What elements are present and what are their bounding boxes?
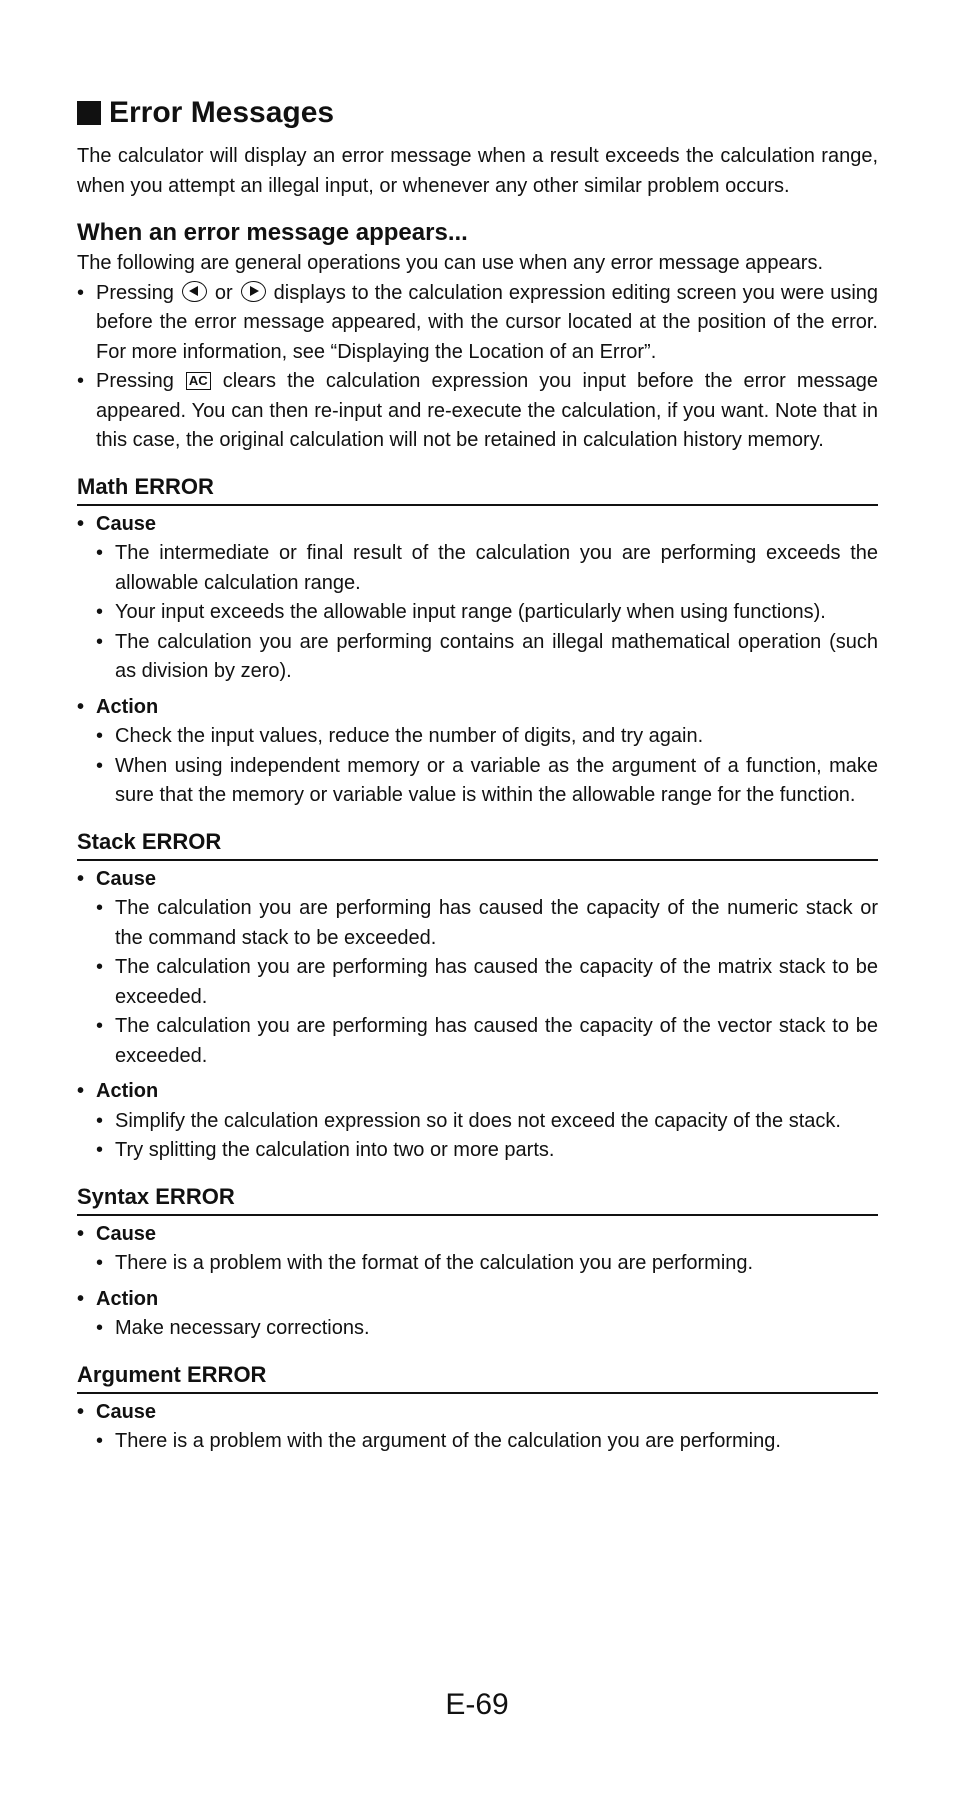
cause-group — [77, 1220, 878, 1279]
action-group — [77, 693, 878, 811]
cause-group — [77, 510, 878, 687]
list-item: • The calculation you are performing has caused the capacity of the numeric stack or the command stack to be exceeded. — [77, 894, 878, 953]
when-heading: When an error message appears... — [77, 219, 468, 246]
ac-key-icon: AC — [186, 372, 211, 390]
list-item: • There is a problem with the format of the calculation you are performing. — [77, 1249, 878, 1279]
when-paragraph: The following are general operations you can use when any error message appears. — [77, 252, 823, 274]
page-number: E-69 — [445, 1688, 509, 1721]
section-title: Stack ERROR — [77, 827, 878, 861]
cause-group — [77, 865, 878, 1072]
left-arrow-key-icon — [182, 281, 207, 302]
list-item: • Your input exceeds the allowable input range (particularly when using functions). — [77, 598, 878, 628]
list-item: • Make necessary corrections. — [77, 1314, 878, 1344]
cause-label: • Cause — [77, 1220, 878, 1250]
math-error-section — [77, 472, 878, 811]
action-group — [77, 1285, 878, 1344]
general-operations-list — [77, 279, 878, 456]
list-item: • Check the input values, reduce the number of digits, and try again. — [77, 722, 878, 752]
list-item: • Simplify the calculation expression so it does not exceed the capacity of the stack. — [77, 1107, 878, 1137]
stack-error-section — [77, 827, 878, 1166]
argument-error-section — [77, 1360, 878, 1457]
list-item: • The intermediate or final result of the calculation you are performing exceeds the allowable calculation range. — [77, 539, 878, 598]
list-item: • Try splitting the calculation into two or more parts. — [77, 1136, 878, 1166]
action-label: • Action — [77, 1077, 878, 1107]
cause-label: • Cause — [77, 865, 878, 895]
page-heading — [77, 96, 878, 130]
right-arrow-key-icon — [241, 281, 266, 302]
cause-group — [77, 1398, 878, 1457]
list-item: • There is a problem with the argument of the calculation you are performing. — [77, 1427, 878, 1457]
syntax-error-section — [77, 1182, 878, 1344]
action-label: • Action — [77, 693, 878, 723]
cause-label: • Cause — [77, 1398, 878, 1428]
list-item: • The calculation you are performing has caused the capacity of the matrix stack to be exceeded. — [77, 953, 878, 1012]
cause-label: • Cause — [77, 510, 878, 540]
list-item: • The calculation you are performing contains an illegal mathematical operation (such as division by zero). — [77, 628, 878, 687]
list-item: • Pressing AC clears the calculation expression you input before the error message appeared. You can then re-input and re-execute the calculation, if you want. Note that in this case, the original calculation will not be retained in calculation history memory. — [77, 367, 878, 456]
section-title: Syntax ERROR — [77, 1182, 878, 1216]
list-item: • When using independent memory or a variable as the argument of a function, make sure that the memory or variable value is within the allowable range for the function. — [77, 752, 878, 811]
list-item: • The calculation you are performing has caused the capacity of the vector stack to be exceeded. — [77, 1012, 878, 1071]
action-group — [77, 1077, 878, 1166]
section-title: Argument ERROR — [77, 1360, 878, 1394]
intro-paragraph: The calculator will display an error message when a result exceeds the calculation range, when you attempt an illegal input, or whenever any other similar problem occurs. — [77, 145, 878, 197]
black-square-icon — [77, 101, 101, 125]
section-title: Math ERROR — [77, 472, 878, 506]
action-label: • Action — [77, 1285, 878, 1315]
page-title: Error Messages — [109, 96, 335, 129]
list-item: • Pressing or displays to the calculation expression editing screen you were using before the error message appeared, with the cursor located at the position of the error. For more information, see “Displaying the Location of an Error”. — [77, 279, 878, 368]
